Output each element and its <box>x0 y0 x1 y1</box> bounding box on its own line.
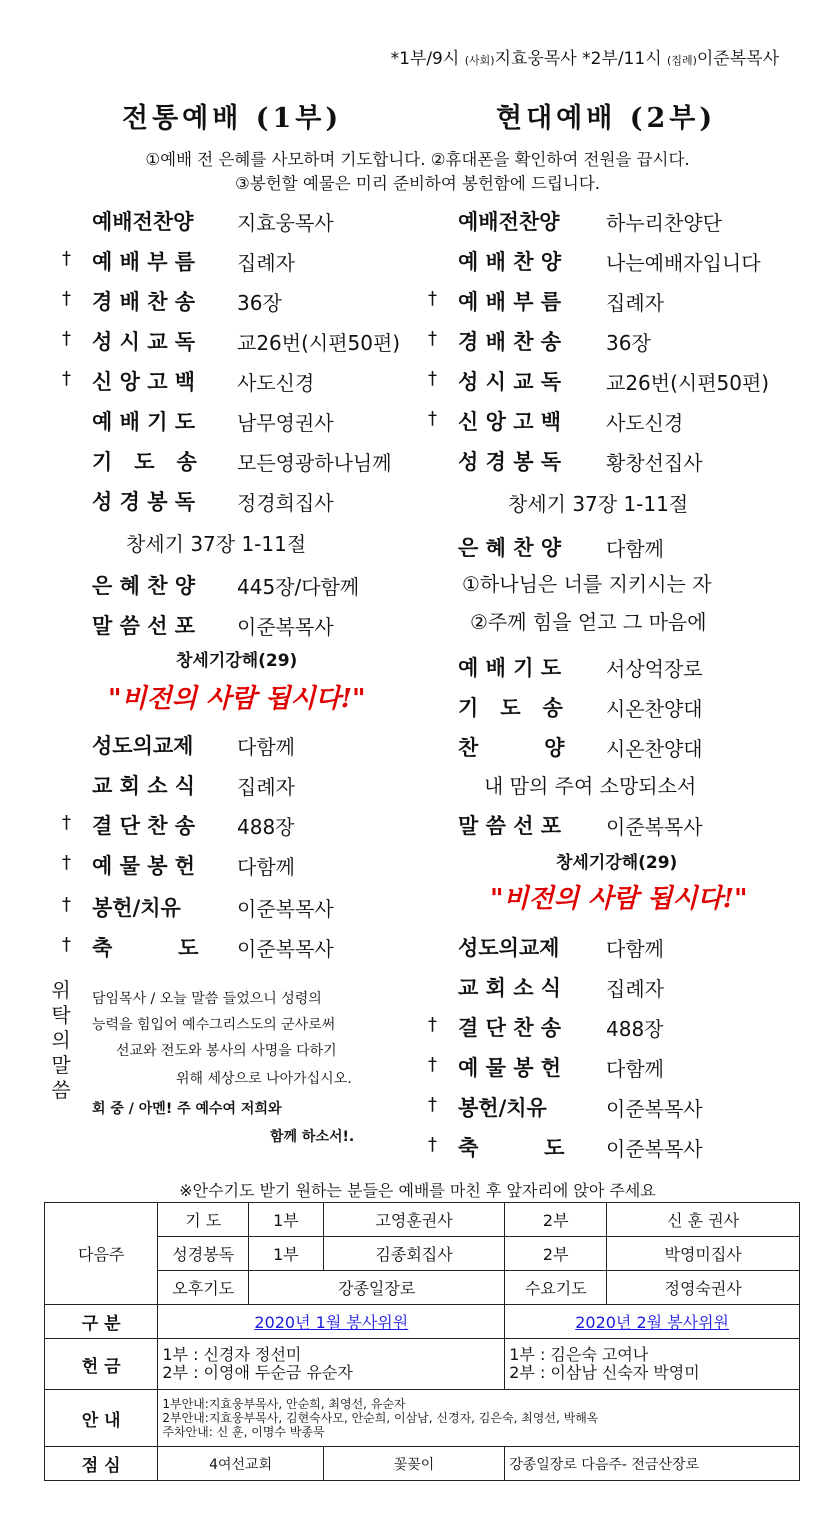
worship-item-value: 다함께 <box>606 537 664 561</box>
worship-item-label: 성도의교제 <box>92 734 194 758</box>
guide-parking: 주차안내: 신 훈, 이명수 박종묵 <box>162 1425 325 1439</box>
flower-arrangement: 꽃꽂이 <box>323 1447 504 1481</box>
offering-feb-part1: 1부 : 김은숙 고여나 <box>509 1345 649 1364</box>
reading-part1-name: 김종회집사 <box>323 1237 504 1271</box>
guide-label: 안 내 <box>45 1390 158 1447</box>
wednesday-prayer-name: 정영숙권사 <box>607 1271 800 1305</box>
notice-line-1: ①예배 전 은혜를 사모하며 기도합니다. ②휴대폰을 확인하여 전원을 끕시다. <box>145 150 690 169</box>
worship-item-value: 이준복목사 <box>606 1097 703 1121</box>
worship-item-label: 예 물 봉 헌 <box>458 1056 562 1080</box>
table-row <box>45 1203 800 1237</box>
commission-line-4: 위해 세상으로 나아가십시오. <box>176 1071 352 1087</box>
right-anthem-title: 내 맘의 주여 소망되소서 <box>484 774 697 798</box>
worship-item-value: 다함께 <box>606 1057 664 1081</box>
worship-item-value: 남무영권사 <box>237 411 334 435</box>
reading-part2-name: 박영미집사 <box>607 1237 800 1271</box>
offering-label: 헌 금 <box>45 1339 158 1390</box>
dagger-mark: † <box>62 288 71 309</box>
commission-line-1: 담임목사 / 오늘 말씀 들었으니 성령의 <box>92 991 322 1007</box>
worship-item-value: 사도신경 <box>237 371 315 395</box>
worship-item-value: 정경희집사 <box>237 491 334 515</box>
dagger-mark: † <box>428 1094 437 1115</box>
table-row <box>45 1447 800 1481</box>
worship-item-value: 이준복목사 <box>237 937 334 961</box>
worship-item-value: 사도신경 <box>606 411 684 435</box>
worship-item-value: 488장 <box>606 1017 664 1041</box>
offering-jan-part1: 1부 : 신경자 정선미 <box>162 1345 302 1364</box>
prayer-part1-name: 고영훈권사 <box>323 1203 504 1237</box>
commission-line-6: 함께 하소서!. <box>270 1129 355 1145</box>
worship-item-value: 교26번(시편50편) <box>606 371 770 395</box>
worship-item-label: 말 씀 선 포 <box>458 814 562 838</box>
left-sermon-title: "비전의 사람 됩시다!" <box>108 684 366 714</box>
part2-label: 2부 <box>505 1203 607 1237</box>
worship-item-value: 집례자 <box>606 291 664 315</box>
offering-january <box>158 1339 505 1390</box>
worship-item-label: 기 도 송 <box>458 696 563 720</box>
prayer-label: 기 도 <box>158 1203 249 1237</box>
traditional-service-title: 전통예배 (1부) <box>122 103 343 134</box>
worship-item-value: 나는예배자입니다 <box>606 251 761 275</box>
worship-item-label: 은 혜 찬 양 <box>92 574 196 598</box>
worship-item-value: 황창선집사 <box>606 451 703 475</box>
worship-item-label: 성 시 교 독 <box>458 370 562 394</box>
worship-item-label: 결 단 찬 송 <box>92 814 196 838</box>
worship-item-label: 축 도 <box>458 1136 565 1160</box>
dagger-mark: † <box>428 408 437 429</box>
offering-feb-part2: 2부 : 이삼남 신숙자 박영미 <box>509 1363 700 1382</box>
right-sermon-heading: 창세기강해(29) <box>556 853 678 873</box>
schedule-table <box>44 1202 800 1481</box>
reading-label: 성경봉독 <box>158 1237 249 1271</box>
worship-item-label: 성도의교제 <box>458 936 560 960</box>
worship-item-value: 36장 <box>237 291 282 315</box>
worship-item-value: 488장 <box>237 815 295 839</box>
worship-item-value: 이준복목사 <box>606 1137 703 1161</box>
worship-item-label: 봉헌/치유 <box>458 1096 547 1120</box>
worship-item-label: 신 앙 고 백 <box>92 370 196 394</box>
dagger-mark: † <box>62 812 71 833</box>
worship-item-label: 예배전찬양 <box>92 210 194 234</box>
january-volunteers-link[interactable]: 2020년 1월 봉사위원 <box>158 1305 505 1339</box>
worship-item-value: 다함께 <box>606 937 664 961</box>
afternoon-prayer-name: 강종일장로 <box>249 1271 505 1305</box>
table-row <box>45 1271 800 1305</box>
worship-item-value: 집례자 <box>606 977 664 1001</box>
laying-on-hands-note: ※안수기도 받기 원하는 분들은 예배를 마친 후 앞자리에 앉아 주세요 <box>179 1181 656 1200</box>
dagger-mark: † <box>428 1134 437 1155</box>
worship-item-value: 시온찬양대 <box>606 737 703 761</box>
worship-item-value: 다함께 <box>237 735 295 759</box>
right-song-line-2: ②주께 힘을 얻고 그 마음에 <box>470 610 707 634</box>
guide-part2: 2부안내:지효웅부목사, 김현숙사모, 안순희, 이삼남, 신경자, 김은숙, 최영선, 박해옥 <box>162 1411 599 1425</box>
table-row <box>45 1237 800 1271</box>
dagger-mark: † <box>62 934 71 955</box>
commission-line-5: 회 중 / 아멘! 주 예수여 저희와 <box>92 1101 282 1117</box>
next-week-label: 다음주 <box>45 1203 158 1305</box>
worship-item-value: 모든영광하나님께 <box>237 451 392 475</box>
modern-service-title: 현대예배 (2부) <box>496 103 717 134</box>
part1-label: 1부 <box>249 1237 324 1271</box>
offering-jan-part2: 2부 : 이영애 두순금 유순자 <box>162 1363 353 1382</box>
worship-item-label: 교 회 소 식 <box>92 774 196 798</box>
worship-item-value: 하누리찬양단 <box>606 211 722 235</box>
dagger-mark: † <box>62 248 71 269</box>
worship-item-label: 신 앙 고 백 <box>458 410 562 434</box>
worship-item-label: 예 배 찬 양 <box>458 250 562 274</box>
lunch-note: 강종일장로 다음주- 전금산장로 <box>505 1447 800 1481</box>
dagger-mark: † <box>428 1054 437 1075</box>
table-row <box>45 1339 800 1390</box>
worship-item-value: 36장 <box>606 331 651 355</box>
worship-item-label: 경 배 찬 송 <box>458 330 562 354</box>
left-scripture: 창세기 37장 1-11절 <box>126 532 307 556</box>
table-row <box>45 1305 800 1339</box>
worship-item-label: 찬 양 <box>458 736 565 760</box>
worship-item-label: 축 도 <box>92 936 199 960</box>
worship-item-label: 성 시 교 독 <box>92 330 196 354</box>
worship-item-value: 교26번(시편50편) <box>237 331 401 355</box>
dagger-mark: † <box>62 852 71 873</box>
worship-item-label: 말 씀 선 포 <box>92 614 196 638</box>
worship-item-label: 성 경 봉 독 <box>92 490 196 514</box>
dagger-mark: † <box>62 368 71 389</box>
wednesday-prayer-label: 수요기도 <box>505 1271 607 1305</box>
dagger-mark: † <box>62 328 71 349</box>
worship-item-label: 성 경 봉 독 <box>458 450 562 474</box>
worship-item-label: 예 배 기 도 <box>92 410 196 434</box>
worship-item-value: 이준복목사 <box>237 615 334 639</box>
lunch-label: 점 심 <box>45 1447 158 1481</box>
worship-item-label: 경 배 찬 송 <box>92 290 196 314</box>
right-sermon-title: "비전의 사람 됩시다!" <box>490 884 748 914</box>
worship-item-value: 집례자 <box>237 251 295 275</box>
dagger-mark: † <box>62 894 71 915</box>
right-scripture: 창세기 37장 1-11절 <box>508 492 689 516</box>
worship-item-label: 봉헌/치유 <box>92 896 181 920</box>
commission-line-3: 선교와 전도와 봉사의 사명을 다하기 <box>116 1043 337 1059</box>
worship-item-label: 교 회 소 식 <box>458 976 562 1000</box>
dagger-mark: † <box>428 288 437 309</box>
table-row <box>45 1390 800 1447</box>
worship-item-value: 이준복목사 <box>606 815 703 839</box>
worship-item-value: 이준복목사 <box>237 897 334 921</box>
worship-item-label: 예 배 부 름 <box>458 290 562 314</box>
part1-label: 1부 <box>249 1203 324 1237</box>
commission-vertical-label: 위탁의말씀 <box>51 978 71 1102</box>
left-sermon-heading: 창세기강해(29) <box>176 651 298 671</box>
worship-item-label: 예배전찬양 <box>458 210 560 234</box>
worship-item-label: 예 배 부 름 <box>92 250 196 274</box>
guide-part1: 1부안내:지효웅부목사, 안순희, 최영선, 유순자 <box>162 1397 406 1411</box>
dagger-mark: † <box>428 368 437 389</box>
part2-label: 2부 <box>505 1237 607 1271</box>
category-label: 구 분 <box>45 1305 158 1339</box>
dagger-mark: † <box>428 1014 437 1035</box>
worship-item-value: 445장/다함께 <box>237 575 360 599</box>
commission-line-2: 능력을 힘입어 예수그리스도의 군사로써 <box>92 1017 336 1033</box>
dagger-mark: † <box>428 328 437 349</box>
lunch-group: 4여선교회 <box>158 1447 324 1481</box>
afternoon-prayer-label: 오후기도 <box>158 1271 249 1305</box>
worship-item-value: 다함께 <box>237 855 295 879</box>
worship-item-value: 지효웅목사 <box>237 211 334 235</box>
worship-item-value: 서상억장로 <box>606 657 703 681</box>
worship-item-label: 결 단 찬 송 <box>458 1016 562 1040</box>
right-song-line-1: ①하나님은 너를 지키시는 자 <box>462 572 712 596</box>
worship-item-label: 예 물 봉 헌 <box>92 854 196 878</box>
guide-details <box>158 1390 800 1447</box>
worship-item-value: 집례자 <box>237 775 295 799</box>
worship-item-value: 시온찬양대 <box>606 697 703 721</box>
prayer-part2-name: 신 훈 권사 <box>607 1203 800 1237</box>
worship-item-label: 예 배 기 도 <box>458 656 562 680</box>
offering-february <box>505 1339 800 1390</box>
worship-item-label: 은 혜 찬 양 <box>458 536 562 560</box>
notice-line-2: ③봉헌할 예물은 미리 준비하여 봉헌함에 드립니다. <box>234 174 601 193</box>
service-times-note: *1부/9시 (사회)지효웅목사 *2부/11시 (집례)이준복목사 <box>390 49 779 69</box>
february-volunteers-link[interactable]: 2020년 2월 봉사위원 <box>505 1305 800 1339</box>
worship-item-label: 기 도 송 <box>92 450 197 474</box>
